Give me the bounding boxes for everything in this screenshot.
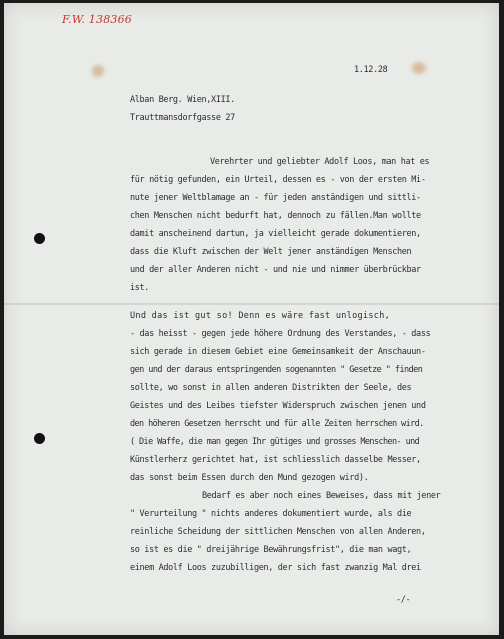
paper-fold <box>4 303 499 305</box>
body-line: gen und der daraus entspringenden sogenannten " Gesetze " finden <box>130 365 423 375</box>
continuation-marker: -/- <box>396 595 411 605</box>
body-line: für nötig gefunden, ein Urteil, dessen es - von der ersten Mi- <box>130 175 426 185</box>
body-line: nute jener Weltblamage an - für jeden anständigen und sittli- <box>130 193 421 203</box>
body-line: und der aller Anderen nicht - und nie und nimmer überbrückbar <box>130 265 421 275</box>
body-line: Künstlerherz gerichtet hat, ist schliesslich dasselbe Messer, <box>130 455 421 465</box>
body-line: Geistes und des Leibes tiefster Widerspruch zwischen jenen und <box>130 401 426 411</box>
body-line: das sonst beim Essen durch den Mund gezogen wird). <box>130 473 369 483</box>
body-line: damit anscheinend dartun, ja vielleicht gerade dokumentieren, <box>130 229 421 239</box>
body-line: den höheren Gesetzen herrscht und für alle Zeiten herrschen wird. <box>130 419 424 429</box>
body-line: einem Adolf Loos zuzubilligen, der sich fast zwanzig Mal drei <box>130 563 421 573</box>
body-line: so ist es die " dreijährige Bewährungsfrist", die man wagt, <box>130 545 412 555</box>
letter-page <box>4 3 499 635</box>
sender-line: Alban Berg. Wien,XIII. <box>130 95 235 105</box>
date: 1.12.28 <box>354 65 388 75</box>
punch-hole <box>34 433 45 444</box>
body-line: sollte, wo sonst in allen anderen Distrikten der Seele, des <box>130 383 412 393</box>
body-line: chen Menschen nicht bedurft hat, dennoch zu fällen.Man wollte <box>130 211 421 221</box>
body-line: reinliche Scheidung der sittlichen Menschen von allen Anderen, <box>130 527 426 537</box>
emphasis-line: Und das ist gut so! Denn es wäre fast unlogisch, <box>130 311 391 321</box>
body-line: Bedarf es aber noch eines Beweises, dass mit jener <box>202 491 441 501</box>
rust-stain <box>412 62 426 74</box>
archive-number: F.W. 138366 <box>62 13 132 26</box>
body-line: sich gerade in diesem Gebiet eine Gemeinsamkeit der Anschauun- <box>130 347 426 357</box>
body-line: - das heisst - gegen jede höhere Ordnung des Verstandes, - dass <box>130 329 431 339</box>
punch-hole <box>34 233 45 244</box>
body-line: Verehrter und geliebter Adolf Loos, man hat es <box>210 157 430 167</box>
rust-stain <box>92 65 104 77</box>
body-line: dass die Kluft zwischen der Welt jener anständigen Menschen <box>130 247 412 257</box>
sender-line: Trauttmansdorfgasse 27 <box>130 113 235 123</box>
body-line: ist. <box>130 283 150 293</box>
body-line: " Verurteilung " nichts anderes dokumentiert wurde, als die <box>130 509 412 519</box>
body-line: ( Die Waffe, die man gegen Ihr gütiges und grosses Menschen- und <box>130 437 420 447</box>
